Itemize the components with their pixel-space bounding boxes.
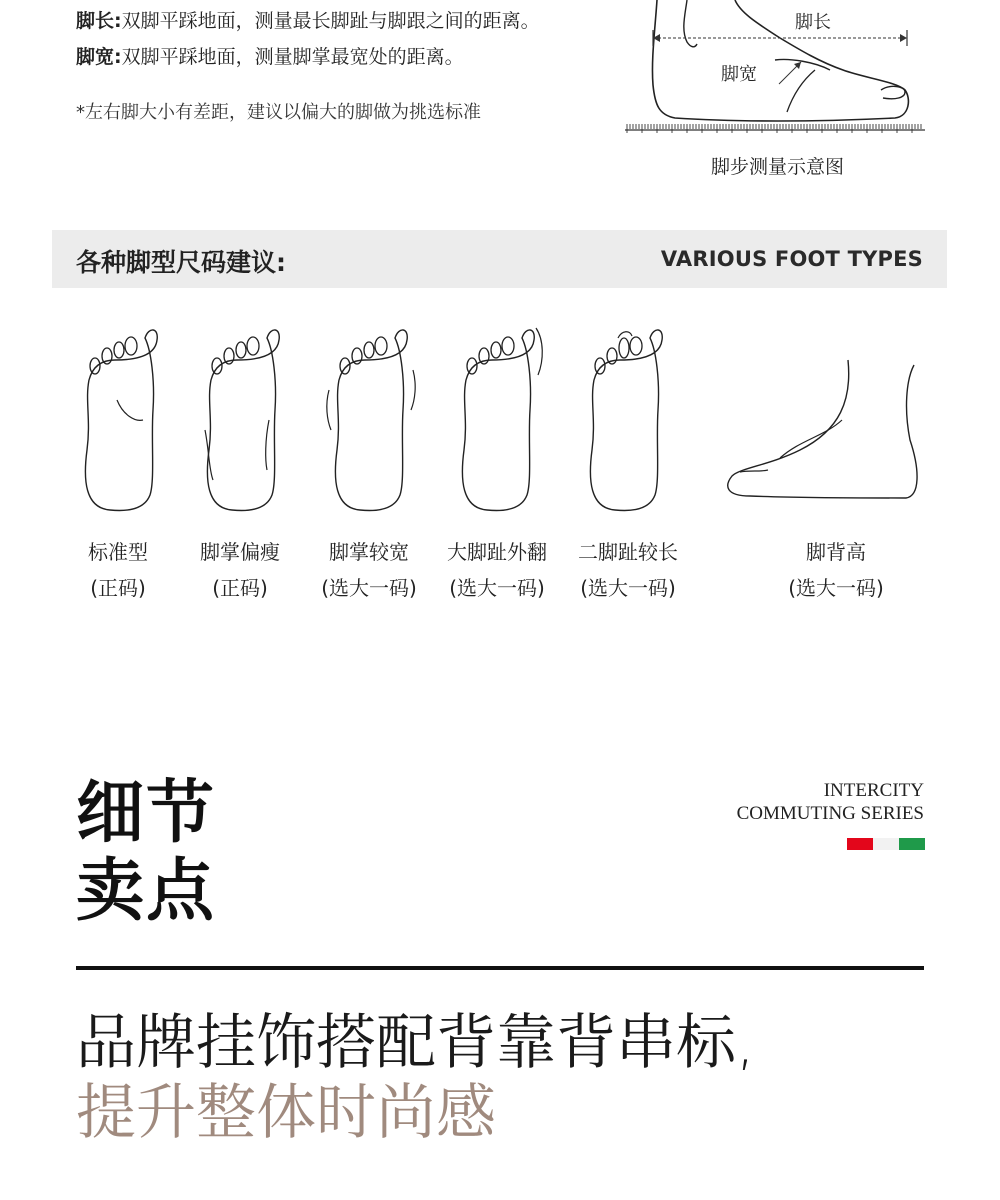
- length-tag: 脚长: [795, 12, 831, 33]
- foot-type-advice: (选大一码): [580, 576, 676, 600]
- bunion-foot-icon: [432, 320, 562, 520]
- foot-type-advice: (正码): [212, 576, 268, 600]
- foot-type-name: 脚背高: [806, 540, 866, 564]
- high-instep-foot-icon: [720, 320, 930, 520]
- foot-length-label: 脚长:: [76, 10, 122, 32]
- foot-type-advice: (选大一码): [788, 576, 884, 600]
- section-divider: [76, 966, 924, 970]
- foot-length-text: 双脚平踩地面，测量最长脚趾与脚跟之间的距离。: [121, 10, 540, 32]
- foot-type-name: 脚掌较宽: [329, 540, 409, 564]
- long-second-toe-foot-icon: [560, 320, 690, 520]
- flag-white-stripe: [873, 838, 899, 850]
- foot-type-name: 二脚趾较长: [578, 540, 678, 564]
- diagram-caption: 脚步测量示意图: [710, 156, 844, 178]
- standard-foot-icon: [55, 320, 185, 520]
- wide-foot-icon: [305, 320, 435, 520]
- foot-type-name: 大脚趾外翻: [447, 540, 547, 564]
- flag-green-stripe: [899, 838, 925, 850]
- details-title: [76, 775, 216, 931]
- foot-type-label: [170, 534, 310, 606]
- foot-width-instruction: [76, 45, 464, 69]
- foot-type-advice: (正码): [90, 576, 146, 600]
- foot-types-subtitle: VARIOUS FOOT TYPES: [660, 247, 923, 271]
- size-note: *左右脚大小有差距，建议以偏大的脚做为挑选标准: [76, 102, 481, 123]
- details-title-line1: 细节: [76, 774, 217, 853]
- selling-point-subheadline: 提升整体时尚感: [76, 1078, 496, 1148]
- details-title-line2: 卖点: [76, 852, 217, 931]
- series-line2: COMMUTING SERIES: [736, 803, 924, 824]
- slim-foot-icon: [177, 320, 307, 520]
- foot-type-name: 标准型: [88, 540, 148, 564]
- foot-types-banner: [52, 230, 947, 288]
- foot-type-label: [558, 534, 698, 606]
- foot-length-instruction: [76, 9, 540, 33]
- foot-width-text: 双脚平踩地面，测量脚掌最宽处的距离。: [121, 46, 464, 68]
- foot-type-name: 脚掌偏瘦: [200, 540, 280, 564]
- selling-point-headline: 品牌挂饰搭配背靠背串标,: [76, 1008, 756, 1078]
- foot-type-advice: (选大一码): [449, 576, 545, 600]
- foot-types-title: 各种脚型尺码建议:: [76, 248, 286, 277]
- foot-width-label: 脚宽:: [76, 46, 122, 68]
- flag-red-stripe: [847, 838, 873, 850]
- foot-type-label: [299, 534, 439, 606]
- foot-type-advice: (选大一码): [321, 576, 417, 600]
- width-tag: 脚宽: [721, 64, 757, 85]
- foot-type-label: [766, 534, 906, 606]
- foot-type-label: [427, 534, 567, 606]
- series-line1: INTERCITY: [823, 780, 924, 801]
- foot-type-label: [48, 534, 188, 606]
- series-name: [737, 779, 924, 825]
